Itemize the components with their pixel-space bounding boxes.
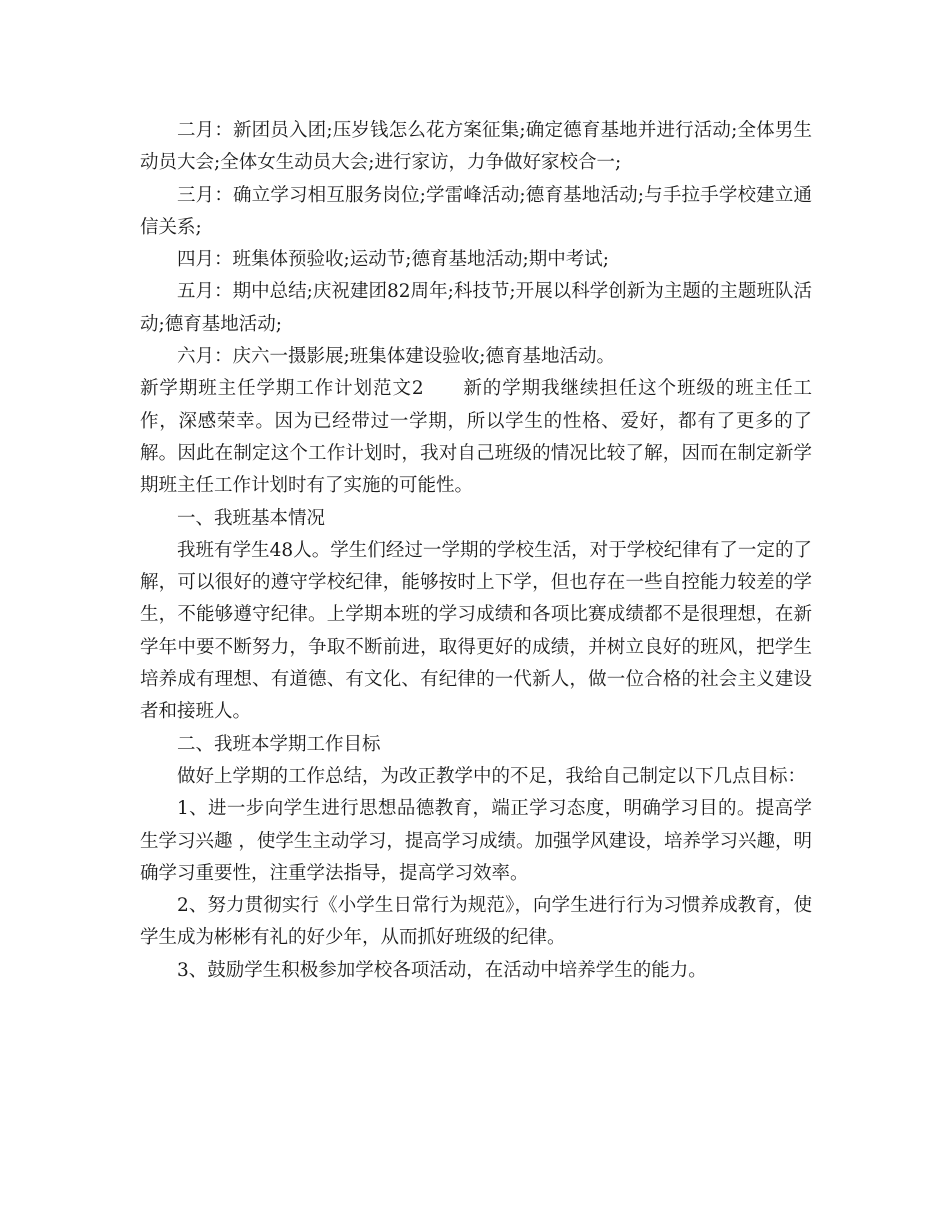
paragraph-may: 五月：期中总结;庆祝建团82周年;科技节;开展以科学创新为主题的主题班队活动;德育基地活动; — [140, 281, 812, 335]
paragraph-goal-1: 1、进一步向学生进行思想品德教育，端正学习态度，明确学习目的。提高学生学习兴趣 ，使学生主动学习，提高学习成绩。加强学风建设，培养学习兴趣，明确学习重要性，注重学法指导，提高学习效率。 — [140, 798, 812, 884]
paragraph-class-situation: 我班有学生48人。学生们经过一学期的学校生活，对于学校纪律有了一定的了解，可以很好的遵守学校纪律，能够按时上下学，但也存在一些自控能力较差的学生，不能够遵守纪律。上学期本班的学习成绩和各项比赛成绩都不是很理想，在新学年中要不断努力，争取不断前进，取得更好的成绩，并树立良好的班风，把学生培养成有理想、有道德、有文化、有纪律的一代新人，做一位合格的社会主义建设者和接班人。 — [140, 539, 812, 723]
section-heading-class-situation: 一、我班基本情况 — [177, 507, 326, 529]
paragraph-sample-2-intro: 新学期班主任学期工作计划范文2 新的学期我继续担任这个班级的班主任工作，深感荣幸。因为已经带过一学期，所以学生的性格、爱好，都有了更多的了解。因此在制定这个工作计划时，我对自己班级的情况比较了解，因而在制定新学期班主任工作计划时有了实施的可能性。 — [140, 378, 812, 497]
paragraph-april: 四月：班集体预验收;运动节;德育基地活动;期中考试; — [177, 249, 609, 271]
document-body — [140, 115, 812, 987]
paragraph-february: 二月：新团员入团;压岁钱怎么花方案征集;确定德育基地并进行活动;全体男生动员大会;全体女生动员大会;进行家访，力争做好家校合一; — [140, 120, 812, 174]
paragraph-goals-intro: 做好上学期的工作总结，为改正教学中的不足，我给自己制定以下几点目标： — [177, 765, 807, 787]
paragraph-june: 六月：庆六一摄影展;班集体建设验收;德育基地活动。 — [177, 346, 615, 368]
paragraph-goal-3: 3、鼓励学生积极参加学校各项活动，在活动中培养学生的能力。 — [177, 959, 707, 981]
paragraph-goal-2: 2、努力贯彻实行《小学生日常行为规范》，向学生进行行为习惯养成教育，使学生成为彬彬有礼的好少年，从而抓好班级的纪律。 — [140, 895, 812, 949]
section-heading-work-goals: 二、我班本学期工作目标 — [177, 733, 381, 755]
paragraph-march: 三月：确立学习相互服务岗位;学雷峰活动;德育基地活动;与手拉手学校建立通信关系; — [140, 184, 812, 238]
